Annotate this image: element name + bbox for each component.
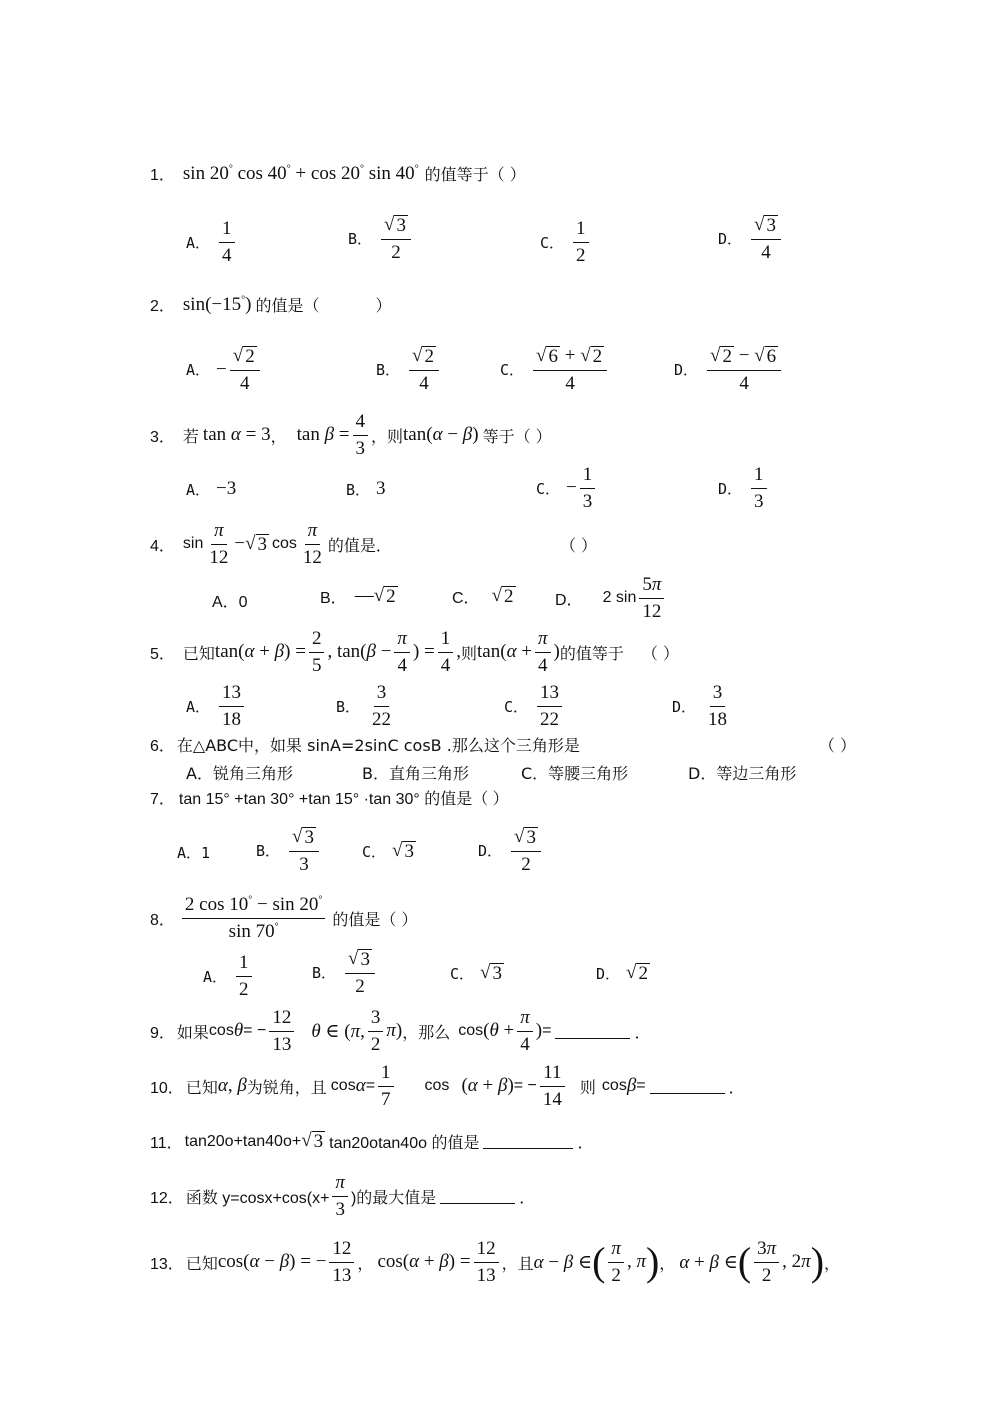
option-a: A． $\frac{1}{2}$: [203, 952, 255, 1001]
question-text: 已知: [185, 1253, 218, 1273]
question-9: 9． 如果 cos θ = − $\frac{12}{13}$ θ ∈ (π, $\frac{3}{2}$ π) ，那么 cos (θ + $\frac{\pi}{4}$ ) = ．: [150, 1007, 651, 1055]
question-number: 7．: [150, 791, 175, 808]
math-expression: sin 20° cos 40° + cos 20° sin 40°: [182, 162, 419, 184]
question-6: [150, 733, 940, 756]
question-number: 8．: [150, 911, 175, 929]
question-number: 5．: [150, 645, 175, 663]
option-c: C． $\frac{1}{2}$: [540, 218, 592, 267]
question-4: 4． sin $\frac{\pi}{12}$ − √ 3 cos $\frac{\pi}{12}$ 的值是． （ ）: [150, 520, 598, 568]
question-number: 6．: [150, 738, 175, 755]
question-2: [150, 293, 940, 316]
question-8: 8． $\frac{2 \cos 10^\circ - \sin 20^\circ}{\sin 70^\circ}$ 的值是（ ）: [150, 894, 418, 942]
question-text: tan20o+tan40o+: [184, 1132, 302, 1150]
question-text: 则: [579, 1077, 596, 1097]
option-a: A．1: [177, 844, 211, 862]
option-b: B． 3: [346, 478, 386, 499]
question-number: 10．: [150, 1079, 184, 1097]
question-number: 12．: [150, 1189, 184, 1207]
option-a: A． $\frac{13}{18}$: [186, 682, 247, 731]
option-d: D．等边三角形: [688, 764, 797, 783]
option-c: C．等腰三角形: [521, 764, 629, 783]
option-d: D． √ 2 − √ 6 4: [674, 345, 784, 395]
question-text: )的最大值是: [350, 1189, 437, 1207]
question-12: 12． 函数 y=cosx+cos(x+ $\frac{\pi}{3}$ )的最大值是 ．: [150, 1172, 536, 1220]
question-number: 11．: [150, 1135, 183, 1152]
question-text: tan 15° +tan 30° +tan 15° ·tan 30° 的值是（ ）: [178, 791, 509, 808]
answer-paren: （ ）: [641, 643, 679, 663]
option-b: B． $\frac{3}{22}$: [336, 682, 392, 730]
question-text: 则: [461, 643, 478, 663]
question-text: 等于（ ）: [482, 426, 552, 446]
question-text: 的值等于: [559, 643, 624, 663]
option-c: C． √ 3: [450, 962, 502, 984]
question-text: 的值是．: [327, 535, 392, 555]
answer-paren: （ ）: [818, 736, 856, 755]
question-number: 2．: [150, 298, 175, 315]
question-text: 如果: [176, 1022, 209, 1042]
question-text: ，且: [501, 1253, 534, 1273]
option-b: B． √ 3 2: [348, 214, 414, 264]
question-text: 若: [182, 426, 199, 446]
question-10: 10． 已知 α, β 为锐角，且 cos α = $\frac{1}{7}$ cos (α + β) = − $\frac{11}{14}$ 则 cos β = ．: [150, 1062, 745, 1110]
option-c: C． $\frac{13}{22}$: [504, 682, 565, 731]
option-a: A． − √ 2 4: [186, 345, 263, 395]
option-a: A．锐角三角形: [186, 764, 293, 783]
question-number: 13．: [150, 1255, 184, 1273]
option-c: C． √ 6 + √ 2 4: [500, 345, 610, 395]
question-number: 4．: [150, 537, 175, 555]
option-d: D． $\frac{1}{3}$: [718, 464, 770, 513]
question-11: 11． tan20o+tan40o+ √ 3 tan20otan40o 的值是 ．: [150, 1130, 594, 1153]
option-d: D． √ 2: [596, 962, 648, 984]
question-text: ，: [270, 426, 287, 446]
answer-blank[interactable]: [555, 1024, 630, 1039]
question-text: 已知: [185, 1077, 218, 1097]
question-3: 3． 若 tan α = 3 ， tan β = $\frac{4}{3}$ ，则 tan(α − β) 等于（ ）: [150, 411, 552, 459]
question-text: tan20otan40o 的值是: [329, 1135, 480, 1152]
option-a: A．0: [212, 594, 248, 611]
question-text: ，那么: [402, 1022, 451, 1042]
question-text: 函数 y=cosx+cos(x+: [185, 1189, 330, 1207]
option-a: A． $\frac{1}{4}$: [186, 218, 238, 267]
option-b: B． — √ 2: [320, 585, 396, 608]
question-number: 3．: [150, 428, 175, 446]
option-a: A． −3: [186, 478, 237, 499]
question-text: ，则: [371, 426, 404, 446]
question-text: 的值是（: [255, 296, 320, 315]
option-c: C． − $\frac{1}{3}$: [536, 464, 598, 513]
paren-close: ）: [375, 296, 392, 315]
question-text: 为锐角，且: [246, 1077, 327, 1097]
option-c: C． √ 2: [452, 585, 514, 608]
answer-paren: （ ）: [559, 535, 598, 555]
option-b: B． √ 2 4: [376, 345, 442, 395]
question-text: 的值等于（ ）: [424, 165, 526, 184]
option-d: D． $\frac{3}{18}$: [672, 682, 728, 730]
math-expression: sin(−15°): [182, 293, 252, 315]
question-7: [150, 786, 940, 809]
answer-blank[interactable]: [483, 1134, 573, 1149]
answer-blank[interactable]: [650, 1079, 725, 1094]
question-1: [150, 162, 940, 185]
option-b: B． √ 3 2: [312, 948, 378, 998]
question-text: 已知: [182, 643, 215, 663]
question-5: 5． 已知 tan(α + β) = $\frac{2}{5}$ , tan(β − $\frac{\pi}{4}$ ) = $\frac{1}{4}$ , 则 tan(α + $\frac{\pi}{4}$ ) 的值等于 （ ）: [150, 628, 679, 676]
question-number: 1．: [150, 167, 175, 184]
answer-blank[interactable]: [440, 1189, 515, 1204]
question-text: 的值是（ ）: [332, 909, 418, 929]
question-number: 9．: [150, 1024, 175, 1042]
option-b: B． √ 3 3: [256, 826, 322, 876]
option-c: C． √ 3: [362, 840, 414, 862]
option-d: D． √ 3 4: [718, 214, 784, 264]
option-b: B．直角三角形: [362, 764, 469, 783]
question-text: 在△ABC中，如果 sinA=2sinC cosB .那么这个三角形是: [176, 736, 580, 755]
question-13: 13． 已知 cos(α − β) = − $\frac{12}{13}$ ， cos(α + β) = $\frac{12}{13}$ ，且 α − β ∈ ( $\frac{\pi}{2}$ , π ) ， α + β ∈ ( $\frac{3\pi}{2}$ , 2π ) ，: [150, 1238, 841, 1286]
option-d: D． √ 3 2: [478, 826, 544, 876]
option-d: D． 2 sin $\frac{5\pi}{12}$: [555, 574, 667, 623]
